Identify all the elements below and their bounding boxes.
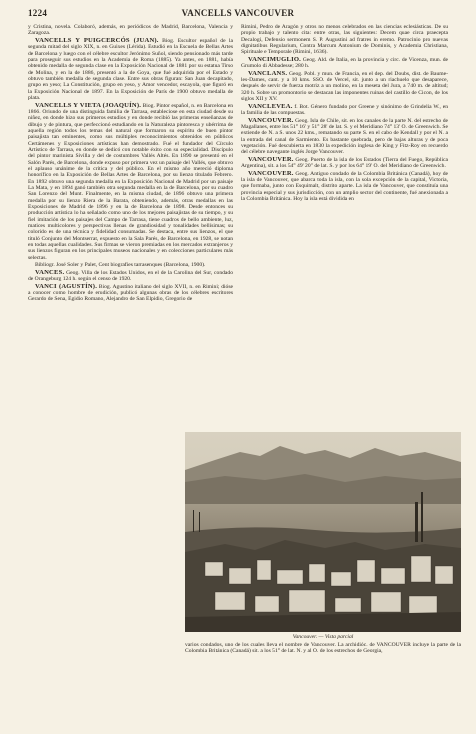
entry-paragraph — [28, 24, 233, 37]
entry-headword: VANCOUVER. — [248, 155, 294, 163]
entry-text: Geog. Pobl. y mun. de Francia, en el dep. del Doubs, dist. de Baume-les-Dames, cant. y a 10 kms. SSO. de Vercel, sit. junto a un riachuelo que desaparece, después de servir de fuerza motriz a un molino, en la meseta del Jura, a 740 m. de altitud; 320 h. Sobre un promontorio se destacan las imponentes ruinas del castillo de Cicon, de los siglos XII y XV. — [241, 70, 448, 103]
entry-text: Geog. Puerto de la isla de los Estados (Tierra del Fuego, República Argentina), sit. a los 54° 49' 20" de lat. S. y por los 64° 19' O. del Meridiano de Greenwich. — [241, 156, 448, 170]
entry-paragraph — [28, 270, 233, 283]
entry-paragraph — [28, 38, 233, 101]
entry-headword: VANCLEVEA. — [248, 102, 293, 110]
entry-paragraph — [241, 157, 448, 170]
entry-headword: VANCIMUGLIO. — [248, 55, 302, 63]
entry-text: Rimini, Pedro de Aragón y otros no menos celebrados en las ciencias eclesiásticas. De su propio trabajo y talento cita: entre otras, las siguientes: Decem quae circa praecepta Decalogi, Defensio sermonem S. P. Augustini ad fratres in eremo. Patrocinio pro nuevas dignitatibus Regularium, Contra Marcum Antonium de Dominis, y Academia Christiana, Spirituale e Temporale (Rimini, 1636). — [241, 24, 448, 56]
entry-text: Geog. Isla de Chile, sit. en los canales de la parte N. del estrecho de Magallanes, entre los 51° 16' y 51° 28' de lat. S. y el Meridiano 74° 13' O. de Greenwich. Se extiende de N. a S. unos 22 kms., rematando su parte S. en el cabo de Kendall y por el N. a la entrada del canal de Sarmiento. Es bastante quebrada, pero de bajas alturas y de poca vegetación. Fué descubierta en 1830 la expedición inglesa de King y Fitz-Roy en recuerdo del célebre navegante inglés Jorge Vancouver. — [241, 117, 448, 156]
entry-headword: VANCLANS. — [248, 69, 288, 77]
entry-paragraph — [241, 171, 448, 203]
entry-paragraph — [241, 104, 448, 117]
entry-paragraph — [28, 262, 233, 268]
entry-headword: VANCOUVER. — [248, 116, 294, 124]
entry-headword: VANCOUVER. — [248, 169, 294, 177]
bottom-paragraph: varios condados, uno de los cuales lleva el nombre de Vancouver. La archidióc. de VANCOUVER incluye la parte de la Colombia Británica (Canadá) sit. a los 51° de lat. N. y al O. de los estrechos de Georgia, — [185, 642, 461, 655]
photo-caption: Vancouver. — Vista parcial — [292, 634, 354, 640]
entry-text: f. Bot. Género fundado por Greene y sinónimo de Grindelia W., en la familia de las compuestas. — [241, 103, 448, 117]
page-number: 1224 — [28, 8, 48, 18]
entry-text: Geog. Villa de los Estados Unidos, en el de la Carolina del Sur, condado de Orangeburg 124 h. según el censo de 1920. — [28, 269, 233, 283]
entry-headword: VANCES. — [35, 268, 65, 276]
entry-paragraph — [241, 71, 448, 103]
entry-paragraph — [28, 103, 233, 262]
entry-headword: VANCELLS Y PUIGCERCÓS (JUAN). — [35, 36, 159, 44]
entry-headword: VANCI (AGUSTÍN). — [35, 282, 98, 290]
entry-paragraph — [241, 118, 448, 156]
right-column — [241, 24, 448, 444]
entry-text: Bibliogr. José Soler y Palet, Cent biografies tarrasenques (Barcelona, 1900). — [35, 262, 206, 269]
entry-text: Geog. Ald. de Italia, en la provincia y circ. de Vicenza, mun. de Grumolo di Abbadesse; 280 h. — [241, 56, 448, 70]
entry-text: y Cristina, novela. Colaboró, además, en periódicos de Madrid, Barcelona, Valencia y Zaragoza. — [28, 24, 233, 37]
entry-paragraph — [241, 24, 448, 56]
vancouver-photo — [185, 432, 461, 632]
entry-text: Biog. Pintor español, n. en Barcelona en 1866. Oriundo de una distinguida familia de Tarrasa, estableciose en esta ciudad desde su niñez, en donde hizo sus primeros estudios y en donde recibió las primeras enseñanzas de dibujo y de pintura, que perfeccionó estudiando en la Naturaleza pintoresca y ubérrima de aquella región todos los temas del natural que formaron su espíritu de buen pintor paisajista tan eminentes, como sus múltiples reconocimientos obtenidos en públicos Certámenes y Exposiciones artísticas han demostrado. Fué el fundador del Círculo Artístico de Tarrasa, en donde se dedicó con notable éxito con su especialidad. Discípulo del pintor marinista Sivilla y del de costumbres Vallés Altés. En 1890 se presentó en el Salón Parés, de Barcelona, donde expuso por primera vez un paisaje del Vallés, que obtuvo el aplauso unánime de la crítica y del público. En el mismo año mereció diploma honorífico en la Exposición de Bellas Artes de Barcelona, por su lienzo titulado Febrero. En 1892 obtuvo una segunda medalla en la Exposición Nacional de Madrid por un paisaje La Mata, y en 1894 ganó también otra segunda medalla en la de Barcelona, por su cuadro San Lorenzo del Munt. Finalmente, en la misma ciudad, de 1896 obtuvo una primera medalla por su lienzo Riera de la Barata, obteniendo, además, otras medallas en las Exposiciones de Madrid de 1896 y en la de Barcelona de 1898. Desde entonces su producción artística lo ha señalado como uno de los mejores paisajistas de su tiempo, y su fiel imitación de los paisajes del Campo de Tarrasa, tiene cuadros de bello ambiente, luz, matices multicolores y perspectivas llenas de grandiosidad y tonalidades bellísimas; su colorido es de una técnica y fidelidad consumadas. Se destaca, entre sus lienzos, el que tituló Conjunto del Montserrat, expuesto en la Sala Parés, de Barcelona, en 1928, se notan en todas aquellas cualidades. Sus firmas se vieron premiadas en los mercados extranjeros y sus lienzos figuran en los principales museos nacionales y en colecciones particulares más selectas. — [28, 102, 233, 261]
page-header — [28, 8, 448, 22]
entry-text: Geog. Antiguo condado de la Colombia Británica (Canadá), hoy de la isla de Vancouver, que abarca toda la isla, con la sola excepción de la capital, Victoria, que formaba, junto con Esquimalt, distrito aparte. La isla de Vancouver, que constituía una provincia especial y sus jurisdicción, con un amplio sector del continente, fué anexionada a la Colombia Británica. Hoy la isla está dividida en — [241, 170, 448, 203]
entry-paragraph — [241, 57, 448, 70]
entry-text: Biog. Agustino italiano del siglo XVII, n. en Rimini; dióse a conocer como hombre de erudición, publicó algunas obras de los célebres escritores Gerardo de Sena, Egidio Romano, Alejandro de San Elpidio, Gregorio de — [28, 283, 234, 303]
entry-headword: VANCELLS Y VIETA (JOAQUÍN). — [35, 101, 142, 109]
entry-text: Biog. Escultor español de la segunda mitad del siglo XIX, n. en Guixes (Lérida). Estudió en la Escuela de Bellas Artes de Barcelona y luego con el célebre escultor Jerónimo Suñol, siendo pensionado más tarde para proseguir sus estudios en la Academia de Roma (1885). Ya antes, en 1881, había obtenido medalla de segunda clase en la Exposición Nacional de 1881 por su estatua Tirso de Molina, y en la de 1886, presentó a la de Goya, que fué adquirida por el Estado y obtuvo también medalla de segunda clase. Entre sus obras figuran: San Juan decapitado, grupo en yeso; La Constitución, grupo en yeso, y Amor vencedor, escayola, que figuró en la Exposición Nacional de 1897. En la Exposición de París de 1900 obtuvo medalla de plata. — [28, 37, 233, 101]
entry-paragraph — [28, 284, 233, 303]
bottom-text — [185, 642, 461, 702]
running-title: VANCELLS VANCOUVER — [181, 8, 295, 18]
